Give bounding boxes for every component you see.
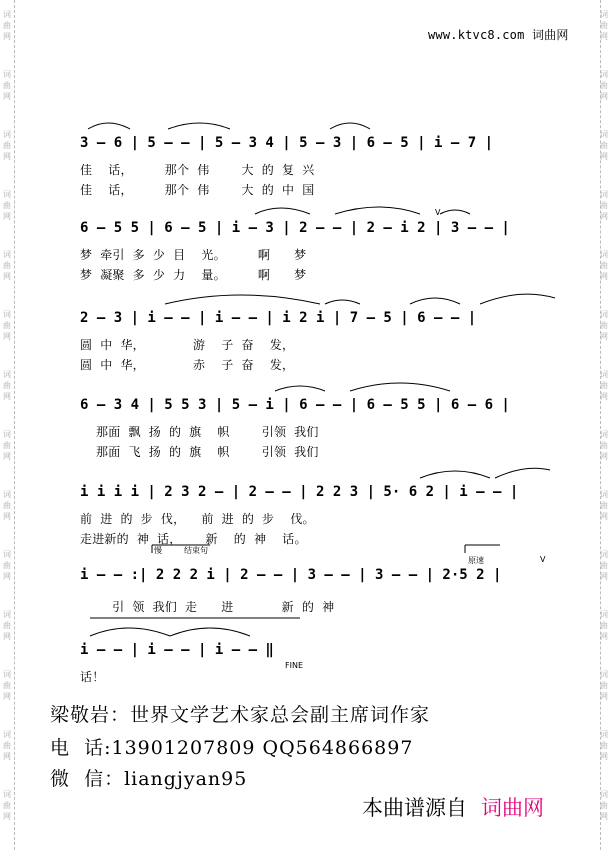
watermark-char: 词 [600, 550, 608, 559]
notation-line: 3 – 6 | 5 – – | 5 – 3 4 | 5 – 3 | 6 – 5 | i – 7 | [80, 135, 494, 151]
notation-line: 6 – 3 4 | 5 5 3 | 5 – i | 6 – – | 6 – 5 5 | 6 – 6 | [80, 397, 510, 413]
watermark-char: 曲 [600, 501, 608, 510]
watermark-char: 网 [600, 812, 608, 821]
watermark-char: 网 [600, 32, 608, 41]
notation-line: i – – | i – – | i – – ‖ [80, 642, 274, 658]
lyric-line-2: 那面 飞 扬 的 旗 帜 引领 我们 [80, 445, 319, 459]
watermark-char: 曲 [600, 141, 608, 150]
watermark-char: 网 [600, 152, 608, 161]
right-watermark-strip [600, 0, 615, 850]
lyric-line-1: 那面 飘 扬 的 旗 帜 引领 我们 [80, 425, 319, 439]
watermark-char: 词 [600, 670, 608, 679]
watermark-char: 词 [3, 130, 11, 139]
watermark-char: 词 [3, 490, 11, 499]
lyric-line-1: 引 领 我们 走 进 新 的 神 [80, 600, 335, 614]
watermark-char: 网 [3, 632, 11, 641]
watermark-char: 网 [600, 272, 608, 281]
slow-mark: 慢 [154, 546, 162, 555]
watermark-char: 词 [3, 670, 11, 679]
left-watermark-strip [0, 0, 15, 850]
watermark-char: 曲 [600, 21, 608, 30]
watermark-char: 词 [3, 250, 11, 259]
watermark-char: 曲 [3, 81, 11, 90]
watermark-char: 网 [3, 572, 11, 581]
site-header: www.ktvc8.com 词曲网 [428, 28, 569, 42]
notation-line: i i i i | 2 3 2 – | 2 – – | 2 2 3 | 5· 6 2 | i – – | [80, 484, 519, 500]
watermark-char: 词 [3, 790, 11, 799]
watermark-char: 网 [600, 332, 608, 341]
lyric-line-1: 梦 牵引 多 少 目 光。 啊 梦 [80, 248, 307, 262]
watermark-char: 词 [600, 190, 608, 199]
watermark-char: 曲 [3, 741, 11, 750]
watermark-char: 词 [3, 190, 11, 199]
watermark-char: 曲 [3, 141, 11, 150]
watermark-char: 曲 [600, 741, 608, 750]
watermark-char: 曲 [3, 381, 11, 390]
watermark-char: 网 [600, 752, 608, 761]
watermark-char: 词 [600, 790, 608, 799]
watermark-char: 词 [3, 730, 11, 739]
watermark-char: 网 [3, 152, 11, 161]
watermark-char: 词 [3, 370, 11, 379]
wechat-line: 微 信：liangjyan95 [50, 768, 248, 790]
watermark-char: 网 [3, 212, 11, 221]
source-credit [362, 792, 544, 822]
watermark-char: 词 [3, 610, 11, 619]
watermark-char: 词 [3, 550, 11, 559]
watermark-char: 网 [600, 392, 608, 401]
watermark-char: 曲 [3, 441, 11, 450]
notation-line: 6 – 5 5 | 6 – 5 | i – 3 | 2 – – | 2 – i 2 | 3 – – | [80, 220, 510, 236]
watermark-char: 词 [3, 430, 11, 439]
watermark-char: 曲 [600, 681, 608, 690]
source-brand: 词曲网 [481, 796, 544, 820]
breath-mark: V [540, 555, 546, 564]
watermark-char: 曲 [600, 561, 608, 570]
lyric-line-2: 佳 话， 那个 伟 大 的 中 国 [80, 183, 315, 197]
watermark-char: 曲 [3, 681, 11, 690]
watermark-char: 网 [3, 272, 11, 281]
watermark-char: 网 [3, 692, 11, 701]
breath-mark: V [435, 208, 441, 217]
watermark-char: 网 [3, 812, 11, 821]
watermark-char: 词 [3, 10, 11, 19]
watermark-char: 曲 [3, 21, 11, 30]
fine-mark: FINE [285, 661, 303, 670]
watermark-char: 网 [3, 752, 11, 761]
watermark-char: 网 [3, 332, 11, 341]
watermark-char: 曲 [600, 801, 608, 810]
watermark-char: 网 [600, 572, 608, 581]
watermark-char: 词 [600, 10, 608, 19]
watermark-char: 词 [600, 430, 608, 439]
watermark-char: 网 [3, 92, 11, 101]
notation-line: i – – :| 2 2 2 i | 2 – – | 3 – – | 3 – – | 2·5 2 | [80, 567, 502, 583]
watermark-char: 网 [600, 212, 608, 221]
watermark-char: 词 [600, 310, 608, 319]
notation-line: 2 – 3 | i – – | i – – | i 2 i | 7 – 5 | 6 – – | [80, 310, 477, 326]
watermark-char: 词 [600, 250, 608, 259]
watermark-char: 曲 [3, 801, 11, 810]
watermark-char: 曲 [600, 621, 608, 630]
watermark-char: 曲 [600, 441, 608, 450]
watermark-char: 网 [3, 452, 11, 461]
watermark-char: 词 [600, 130, 608, 139]
watermark-char: 曲 [600, 381, 608, 390]
lyric-line-1: 前 进 的 步 伐， 前 进 的 步 伐。 [80, 512, 315, 526]
lyric-line-1: 佳 话， 那个 伟 大 的 复 兴 [80, 163, 315, 177]
watermark-char: 词 [600, 70, 608, 79]
watermark-char: 词 [600, 610, 608, 619]
watermark-char: 曲 [600, 321, 608, 330]
watermark-char: 曲 [600, 81, 608, 90]
watermark-char: 网 [600, 692, 608, 701]
watermark-char: 词 [3, 310, 11, 319]
watermark-char: 曲 [3, 501, 11, 510]
watermark-char: 网 [600, 452, 608, 461]
watermark-char: 曲 [600, 201, 608, 210]
watermark-char: 词 [600, 370, 608, 379]
lyric-line-2: 圆 中 华， 赤 子 奋 发， [80, 358, 295, 372]
watermark-char: 曲 [3, 201, 11, 210]
watermark-char: 词 [3, 70, 11, 79]
watermark-char: 网 [3, 392, 11, 401]
watermark-char: 网 [600, 92, 608, 101]
lyric-line-1: 话！ [80, 670, 105, 684]
watermark-char: 曲 [3, 561, 11, 570]
phone-line: 电 话:13901207809 QQ564866897 [50, 737, 414, 759]
watermark-char: 曲 [3, 621, 11, 630]
watermark-char: 网 [3, 32, 11, 41]
source-label: 本曲谱源自 [362, 796, 467, 820]
watermark-char: 网 [600, 512, 608, 521]
watermark-char: 曲 [600, 261, 608, 270]
watermark-char: 网 [3, 512, 11, 521]
watermark-char: 词 [600, 730, 608, 739]
tempo-mark: 原速 [468, 556, 484, 565]
author-line: 梁敬岩：世界文学艺术家总会副主席词作家 [50, 704, 431, 726]
lyric-line-2: 梦 凝聚 多 少 力 量。 啊 梦 [80, 268, 307, 282]
watermark-char: 曲 [3, 321, 11, 330]
ending-mark: 结束句 [184, 546, 208, 555]
lyric-line-2: 走进新的 神 话， 新 的 神 话。 [80, 532, 307, 546]
watermark-char: 网 [600, 632, 608, 641]
lyric-line-1: 圆 中 华， 游 子 奋 发， [80, 338, 295, 352]
watermark-char: 曲 [3, 261, 11, 270]
watermark-char: 词 [600, 490, 608, 499]
